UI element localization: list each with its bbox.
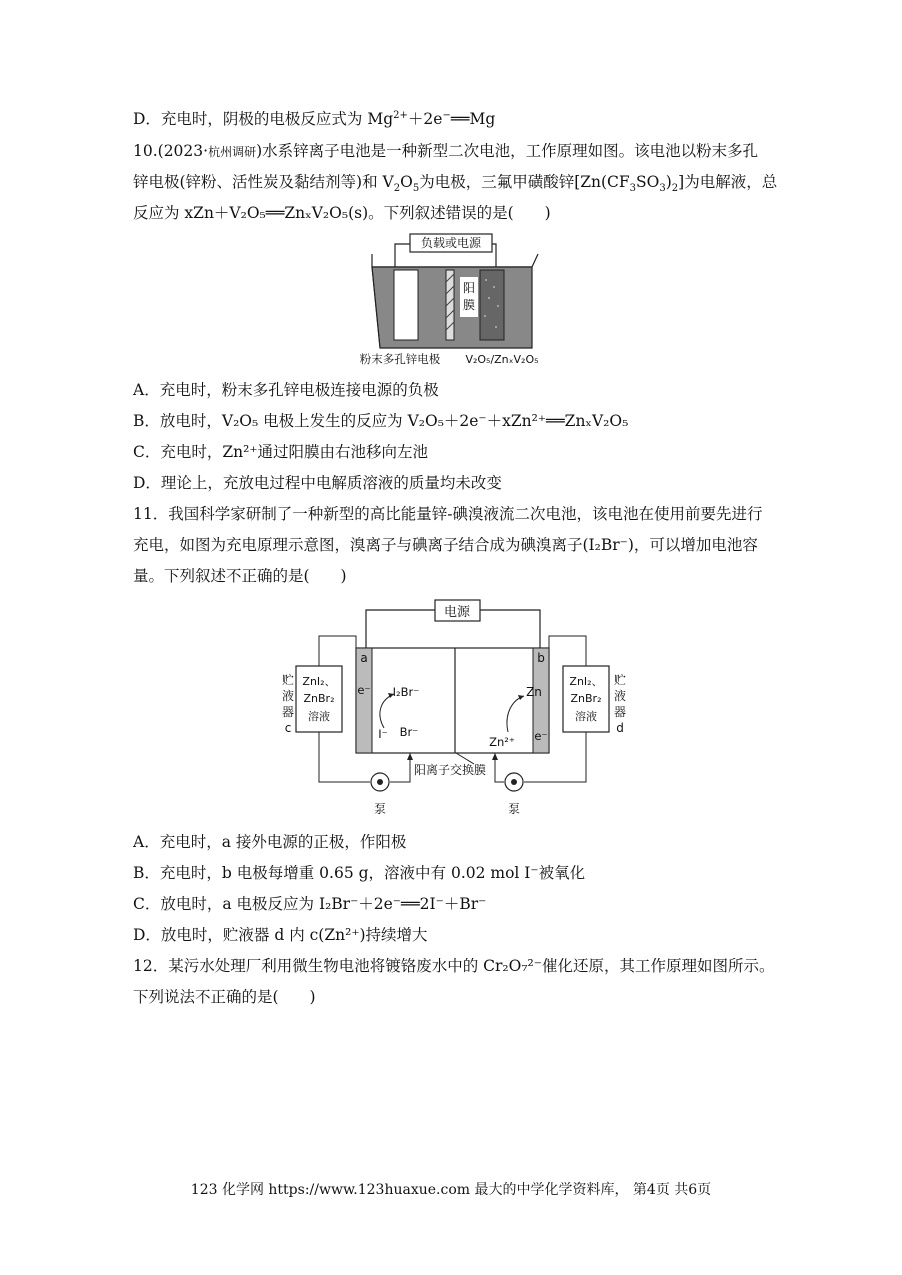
svg-text:e⁻: e⁻: [357, 683, 371, 697]
q11-figure: [280, 596, 640, 822]
q11-option-c: C．放电时，a 电极反应为 I₂Br⁻＋2e⁻══2I⁻＋Br⁻: [133, 895, 487, 913]
source-tag: 杭州调研: [208, 145, 257, 159]
power-source-label: 电源: [443, 605, 471, 620]
svg-text:器: 器: [281, 705, 295, 719]
q10-stem-line3: 反应为 xZn＋V₂O₅══ZnₓV₂O₅(s)。下列叙述错误的是( ): [133, 204, 551, 222]
svg-text:ZnBr₂: ZnBr₂: [303, 692, 335, 705]
svg-text:ZnI₂、: ZnI₂、: [569, 675, 603, 688]
svg-text:液: 液: [613, 689, 627, 703]
q11-stem-line2: 充电，如图为充电原理示意图，溴离子与碘离子结合成为碘溴离子(I₂Br⁻)，可以增加电池容: [133, 536, 758, 554]
pump-right-label: 泵: [507, 802, 521, 816]
zinc-electrode-caption: 粉末多孔锌电极: [360, 352, 441, 366]
q11-option-d: D．放电时，贮液器 d 内 c(Zn²⁺)持续增大: [133, 926, 428, 944]
q10-figure: [360, 232, 550, 368]
q10-option-d: D．理论上，充放电过程中电解质溶液的质量均未改变: [133, 474, 502, 492]
zinc-electrode: [394, 270, 418, 340]
svg-text:ZnI₂、: ZnI₂、: [302, 675, 336, 688]
svg-text:I₂Br⁻: I₂Br⁻: [392, 685, 420, 699]
page-footer: 123 化学网 https://www.123huaxue.com 最大的中学化学资料库， 第4页 共6页: [190, 1182, 712, 1198]
svg-text:膜: 膜: [462, 298, 476, 312]
svg-text:ZnBr₂: ZnBr₂: [570, 692, 602, 705]
svg-text:溶液: 溶液: [308, 710, 330, 723]
q11-option-a: A．充电时，a 接外电源的正极，作阳极: [133, 833, 407, 851]
v2o5-electrode-caption: V₂O₅/ZnₓV₂O₅: [465, 353, 539, 366]
pump-left-label: 泵: [373, 802, 387, 816]
electrode-a-label: a: [360, 651, 368, 665]
membrane-label: 阳: [462, 281, 476, 295]
svg-text:I⁻: I⁻: [378, 727, 388, 741]
membrane-label: 阳离子交换膜: [413, 763, 487, 777]
svg-text:贮: 贮: [613, 673, 627, 687]
q11-stem-line1: 11．我国科学家研制了一种新型的高比能量锌-碘溴液流二次电池，该电池在使用前要先进行: [133, 505, 763, 523]
svg-text:Zn²⁺: Zn²⁺: [489, 735, 515, 749]
q12-stem-line2: 下列说法不正确的是( ): [133, 988, 316, 1006]
svg-text:c: c: [284, 721, 292, 735]
svg-text:溶液: 溶液: [575, 710, 597, 723]
q9-option-d: D．充电时，阴极的电极反应式为 $Mg^{2+}+2e^-══Mg$: [133, 109, 496, 128]
q10-option-c: C．充电时，Zn²⁺通过阳膜由右池移向左池: [133, 443, 429, 461]
q10-option-b: B．放电时，V₂O₅ 电极上发生的反应为 V₂O₅＋2e⁻＋xZn²⁺══ZnₓV₂O₅: [133, 412, 629, 430]
svg-text:贮: 贮: [281, 673, 295, 687]
svg-text:器: 器: [613, 705, 627, 719]
q11-stem-line3: 量。下列叙述不正确的是( ): [133, 567, 347, 585]
electrode-b-label: b: [537, 651, 545, 665]
svg-text:Zn: Zn: [526, 685, 542, 699]
q10-stem-line2: 锌电极(锌粉、活性炭及黏结剂等)和 $V_2O_5$为电极，三氟甲磺酸锌$[Zn(CF_3SO_3)_2]$为电解液，总: [133, 173, 778, 195]
svg-text:d: d: [616, 721, 624, 735]
q12-stem-line1: 12．某污水处理厂利用微生物电池将镀铬废水中的 Cr₂O₇²⁻催化还原，其工作原理如图所示。: [133, 957, 775, 975]
svg-text:e⁻: e⁻: [534, 729, 548, 743]
load-or-power-label: 负载或电源: [420, 236, 482, 250]
svg-text:液: 液: [281, 689, 295, 703]
svg-text:Br⁻: Br⁻: [399, 725, 419, 739]
q11-option-b: B．充电时，b 电极每增重 0.65 g，溶液中有 0.02 mol I⁻被氧化: [133, 864, 586, 882]
q10-stem-line1: 10.(2023·杭州调研)水系锌离子电池是一种新型二次电池，工作原理如图。该电池以粉末多孔: [133, 142, 759, 160]
q10-option-a: A．充电时，粉末多孔锌电极连接电源的负极: [133, 381, 439, 399]
v2o5-electrode: [480, 270, 504, 340]
